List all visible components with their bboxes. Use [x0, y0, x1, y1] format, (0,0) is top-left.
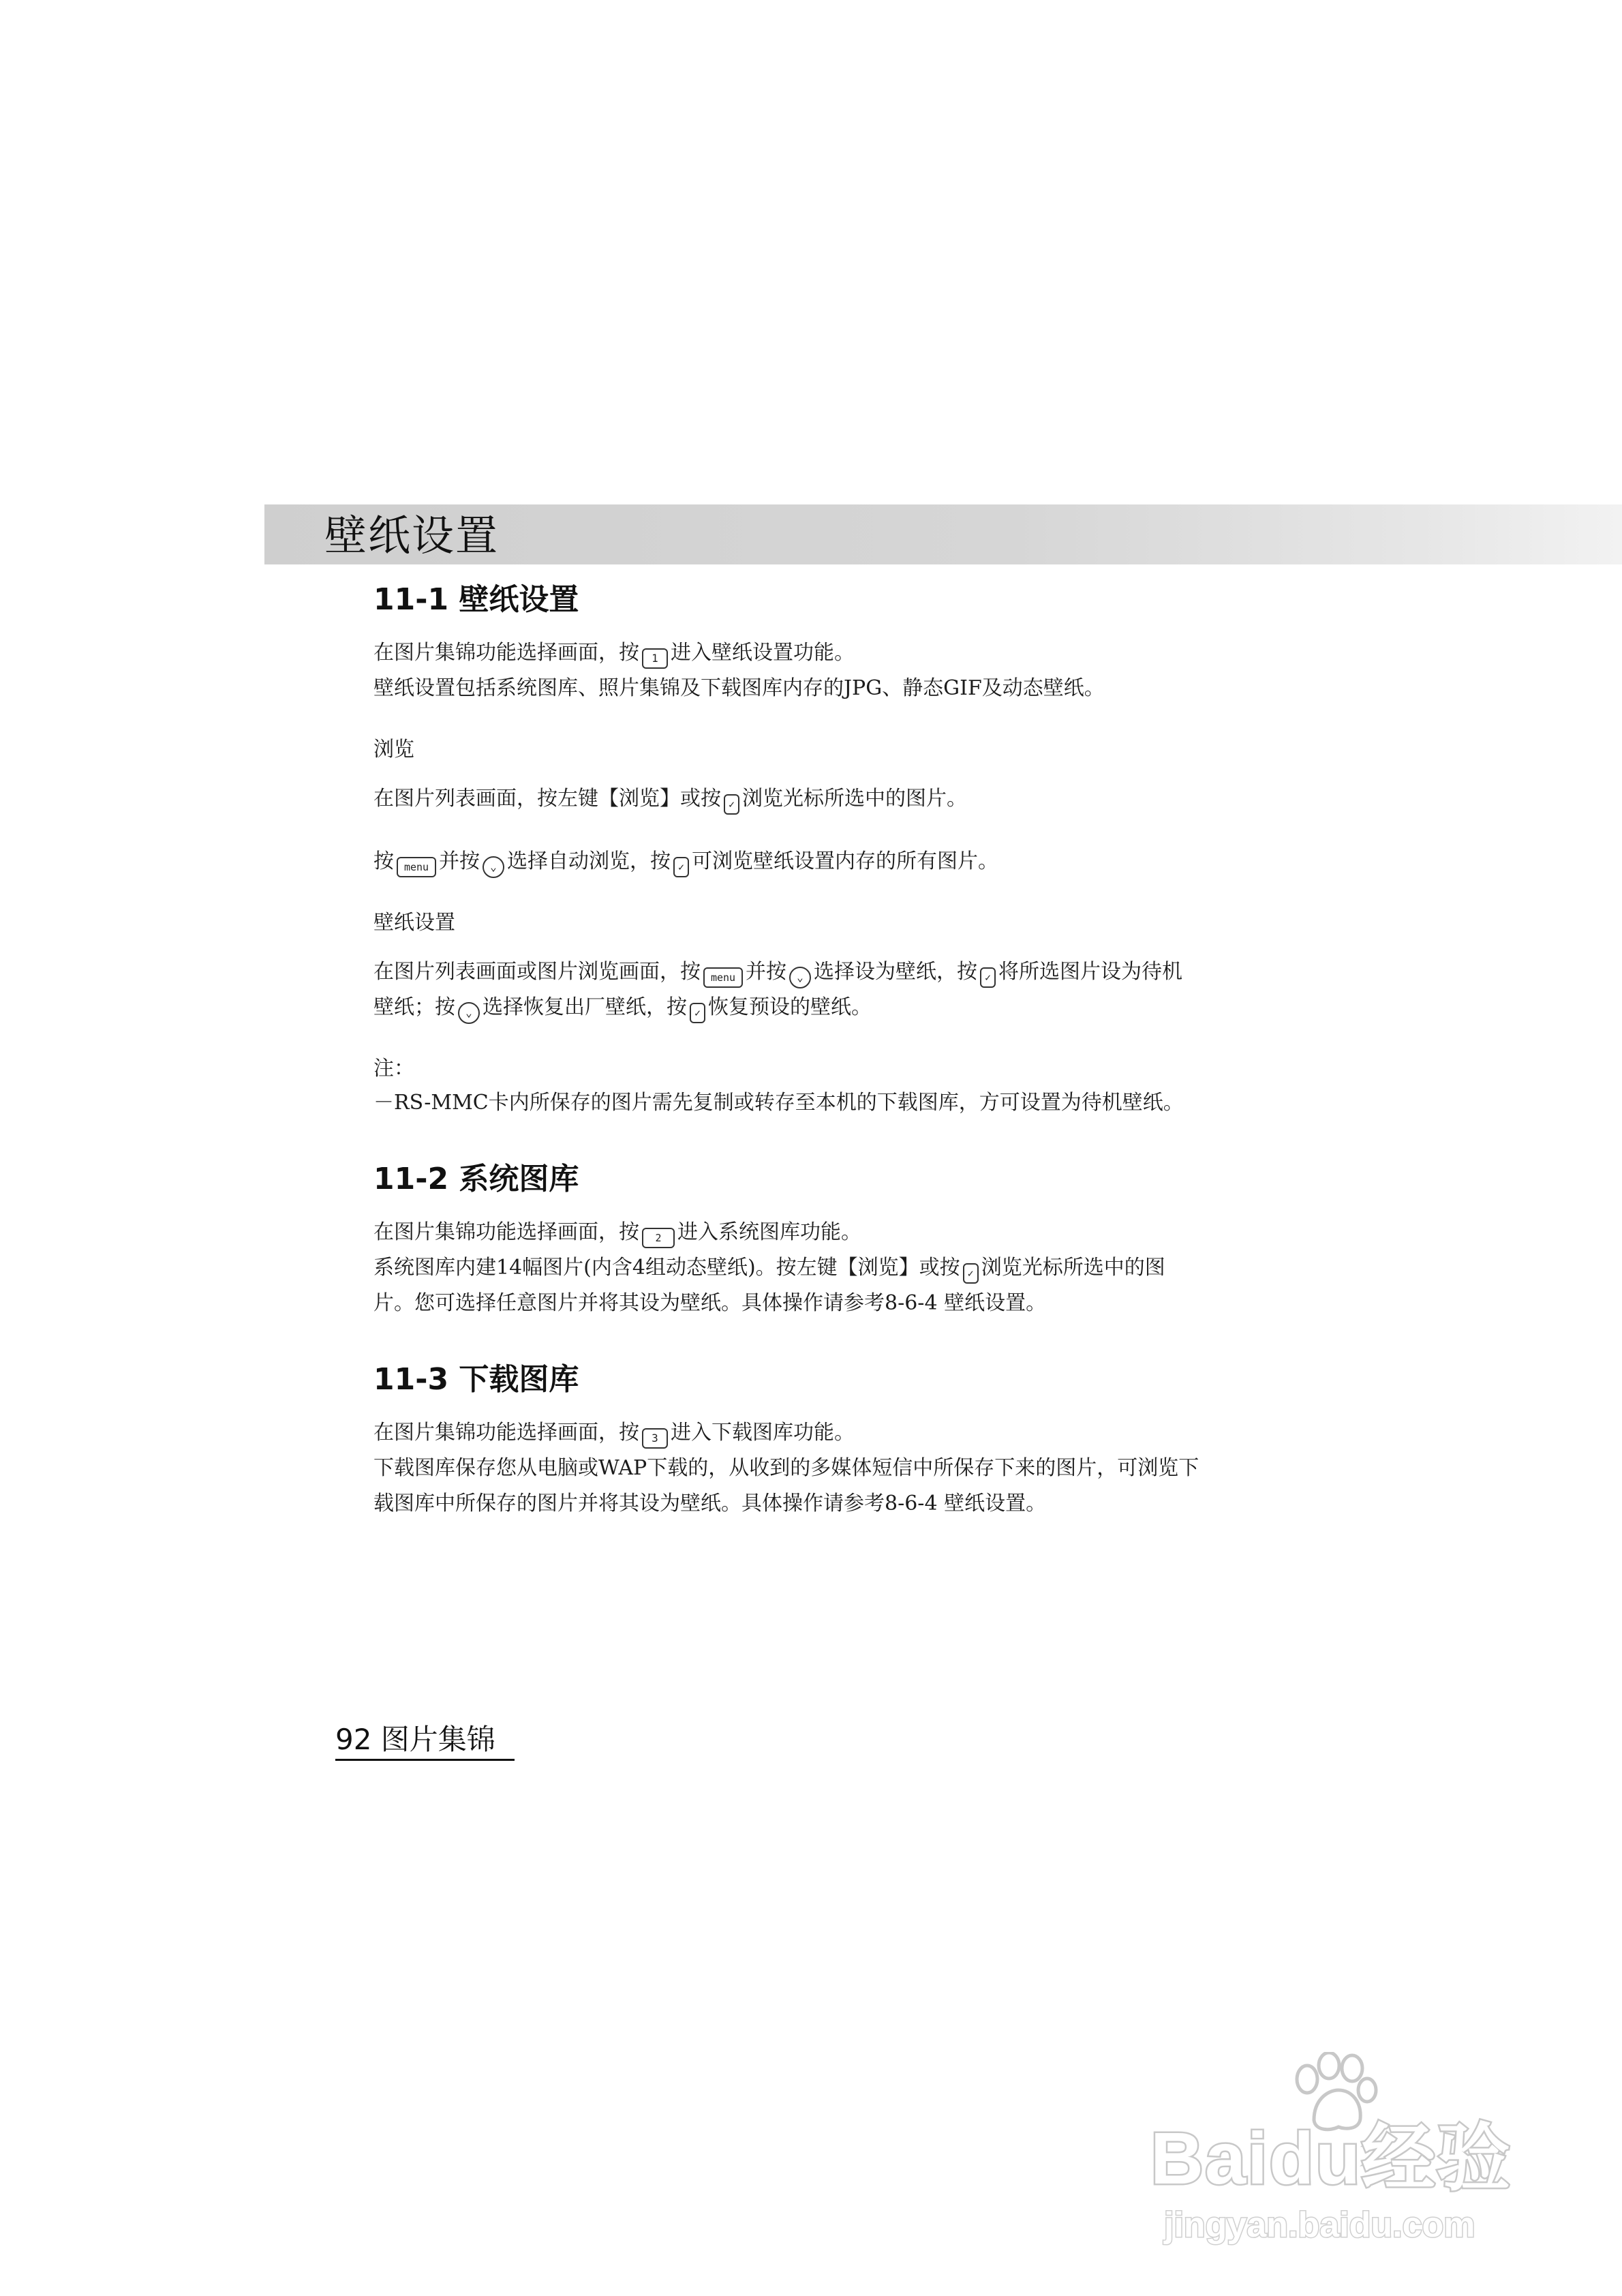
nav-key-icon: ⌄ [789, 967, 811, 988]
paragraph: 壁纸设置包括系统图库、照片集锦及下载图库内存的JPG、静态GIF及动态壁纸。 [373, 676, 1105, 700]
text: 系统图库内建14幅图片(内含4组动态壁纸)。按左键【浏览】或按 [373, 1256, 960, 1280]
text: 在图片集锦功能选择画面，按 [373, 1421, 639, 1445]
section-title-11-3: 11-3 下载图库 [373, 1362, 579, 1397]
chapter-title: 壁纸设置 [324, 511, 500, 560]
paragraph [373, 781, 1259, 817]
text: 选择恢复出厂壁纸，按 [483, 995, 687, 1019]
ok-key-icon: ✓ [673, 857, 689, 877]
text: 按 [373, 849, 394, 873]
paragraph [373, 635, 1259, 671]
ok-key-icon: ✓ [724, 794, 739, 815]
key-2-icon: 2 [642, 1228, 675, 1248]
paragraph [373, 954, 1259, 990]
note-heading: 注： [373, 1057, 414, 1081]
note-text: －RS-MMC卡内所保存的图片需先复制或转存至本机的下载图库，方可设置为待机壁纸。 [373, 1091, 1184, 1115]
nav-key-icon: ⌄ [458, 1002, 480, 1024]
subheading-wallpaper: 壁纸设置 [373, 911, 455, 935]
watermark-url: jingyan.baidu.com [1164, 2205, 1475, 2245]
paragraph [373, 1415, 1259, 1451]
ok-key-icon: ✓ [980, 967, 996, 988]
text: 在图片集锦功能选择画面，按 [373, 1220, 639, 1244]
watermark-logo: Baidu经验 [1150, 2117, 1512, 2199]
paragraph: 片。您可选择任意图片并将其设为壁纸。具体操作请参考8-6-4 壁纸设置。 [373, 1291, 1047, 1315]
section-title-11-2: 11-2 系统图库 [373, 1162, 579, 1196]
paragraph: 载图库中所保存的图片并将其设为壁纸。具体操作请参考8-6-4 壁纸设置。 [373, 1492, 1047, 1515]
paragraph [373, 1250, 1259, 1286]
text: 进入壁纸设置功能。 [671, 641, 855, 665]
text: 在图片集锦功能选择画面，按 [373, 641, 639, 665]
text: 将所选图片设为待机 [998, 960, 1183, 984]
paragraph [373, 844, 1259, 879]
paragraph: 下载图库保存您从电脑或WAP下载的，从收到的多媒体短信中所保存下来的图片，可浏览下 [373, 1456, 1199, 1480]
subheading-browse: 浏览 [373, 738, 414, 761]
text: 并按 [746, 960, 786, 984]
text: 在图片列表画面或图片浏览画面，按 [373, 960, 701, 984]
paragraph [373, 990, 1259, 1025]
text: 进入下载图库功能。 [671, 1421, 855, 1445]
page-content [373, 579, 1259, 1522]
nav-key-icon: ⌄ [483, 856, 504, 878]
paragraph [373, 1215, 1259, 1250]
baidu-watermark [1150, 2052, 1532, 2256]
key-1-icon: 1 [642, 648, 668, 669]
ok-key-icon: ✓ [963, 1263, 979, 1284]
text: 可浏览壁纸设置内存的所有图片。 [692, 849, 999, 873]
text: 选择自动浏览，按 [507, 849, 671, 873]
menu-key-icon: menu [703, 967, 743, 988]
text: 选择设为壁纸，按 [814, 960, 977, 984]
key-3-icon: 3 [642, 1428, 668, 1449]
text: 浏览光标所选中的图 [981, 1256, 1165, 1280]
text: 并按 [439, 849, 480, 873]
ok-key-icon: ✓ [690, 1003, 705, 1023]
text: 壁纸；按 [373, 995, 455, 1019]
text: 浏览光标所选中的图片。 [742, 787, 968, 811]
text: 恢复预设的壁纸。 [708, 995, 872, 1019]
menu-key-icon: menu [397, 857, 436, 877]
page-footer: 92 图片集锦 [335, 1721, 515, 1761]
text: 在图片列表画面，按左键【浏览】或按 [373, 787, 721, 811]
section-title-11-1: 11-1 壁纸设置 [373, 582, 579, 617]
text: 进入系统图库功能。 [677, 1220, 861, 1244]
